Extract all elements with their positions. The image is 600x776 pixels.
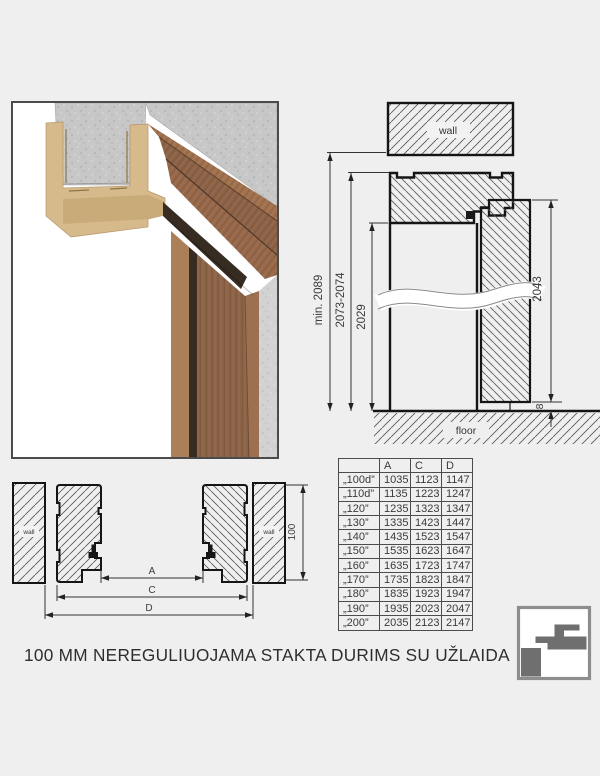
- frame-corner-render: [13, 103, 277, 457]
- dim-frame-height: 2073-2074: [335, 272, 347, 328]
- wall-label: wall: [438, 125, 458, 137]
- table-cell: „150”: [339, 544, 380, 558]
- table-cell: „190”: [339, 601, 380, 615]
- table-cell: 1435: [380, 530, 411, 544]
- concrete-wall-bottom: [259, 275, 277, 457]
- table-row: [339, 559, 473, 573]
- table-cell: 1223: [411, 487, 442, 501]
- jamb-right-profile: [203, 485, 247, 582]
- wall-right-label: wall: [263, 529, 275, 536]
- table-row: [339, 530, 473, 544]
- table-row: [339, 601, 473, 615]
- table-cell: „130”: [339, 516, 380, 530]
- floor-label: floor: [455, 425, 477, 437]
- header-size: [339, 459, 380, 473]
- table-row: [339, 501, 473, 515]
- table-cell: „170”: [339, 573, 380, 587]
- page-title: 100 MM NEREGULIUOJAMA STAKTA DURIMS SU UŽLAIDA: [24, 645, 510, 665]
- dim-depth: 100: [287, 523, 298, 541]
- table-cell: 1747: [442, 559, 473, 573]
- table-cell: 1935: [380, 601, 411, 615]
- table-row: [339, 587, 473, 601]
- dim-leaf-height: 2043: [532, 276, 544, 302]
- jamb-seal-groove: [189, 247, 197, 457]
- table-cell: 2147: [442, 616, 473, 630]
- table-row: [339, 544, 473, 558]
- table-cell: 1147: [442, 473, 473, 487]
- table-cell: 1235: [380, 501, 411, 515]
- table-cell: 1535: [380, 544, 411, 558]
- table-row: [339, 516, 473, 530]
- table-header-row: [339, 459, 473, 473]
- header-c: C: [411, 459, 442, 473]
- table-cell: 1735: [380, 573, 411, 587]
- table-cell: 1647: [442, 544, 473, 558]
- table-cell: 2047: [442, 601, 473, 615]
- table-row: [339, 573, 473, 587]
- table-cell: 1335: [380, 516, 411, 530]
- table-cell: 1247: [442, 487, 473, 501]
- table-cell: „140”: [339, 530, 380, 544]
- vertical-section-diagram: [310, 95, 600, 460]
- table-cell: 1523: [411, 530, 442, 544]
- table-body: [339, 473, 473, 630]
- table-cell: 1723: [411, 559, 442, 573]
- brand-logo: [516, 605, 592, 681]
- table-row: [339, 616, 473, 630]
- frame-profile-icon: [516, 605, 592, 681]
- table-cell: 2035: [380, 616, 411, 630]
- table-cell: 1323: [411, 501, 442, 515]
- table-cell: 1423: [411, 516, 442, 530]
- dimensions-table: [338, 458, 473, 631]
- table-row: [339, 473, 473, 487]
- jamb-stop-face: [171, 231, 189, 457]
- horizontal-section-diagram: [5, 475, 315, 630]
- table-cell: 1623: [411, 544, 442, 558]
- table-cell: „110d”: [339, 487, 380, 501]
- head-seal: [466, 211, 474, 219]
- header-a: A: [380, 459, 411, 473]
- wall-left-label: wall: [23, 529, 35, 536]
- table-cell: 1823: [411, 573, 442, 587]
- dim-a-label: A: [148, 566, 156, 577]
- table-cell: „120”: [339, 501, 380, 515]
- table-cell: 1547: [442, 530, 473, 544]
- table-cell: 1347: [442, 501, 473, 515]
- table-cell: 1035: [380, 473, 411, 487]
- table-cell: 1135: [380, 487, 411, 501]
- table-cell: „180”: [339, 587, 380, 601]
- dim-d-label: D: [145, 603, 153, 614]
- dim-clear-height: 2029: [356, 304, 368, 330]
- table-cell: „100d”: [339, 473, 380, 487]
- header-d: D: [442, 459, 473, 473]
- table-cell: 1923: [411, 587, 442, 601]
- dim-floor-gap: 8: [534, 403, 546, 410]
- table-row: [339, 487, 473, 501]
- table-cell: „200”: [339, 616, 380, 630]
- table-cell: 1123: [411, 473, 442, 487]
- dim-c-label: C: [148, 585, 156, 596]
- table-cell: 1447: [442, 516, 473, 530]
- table-cell: 2123: [411, 616, 442, 630]
- table-cell: „160”: [339, 559, 380, 573]
- product-photo: [11, 101, 279, 459]
- dim-min-opening-height: min. 2089: [313, 274, 325, 326]
- jamb-left-profile: [57, 485, 101, 582]
- table-cell: 1947: [442, 587, 473, 601]
- table-cell: 2023: [411, 601, 442, 615]
- table-cell: 1847: [442, 573, 473, 587]
- table-cell: 1835: [380, 587, 411, 601]
- table-cell: 1635: [380, 559, 411, 573]
